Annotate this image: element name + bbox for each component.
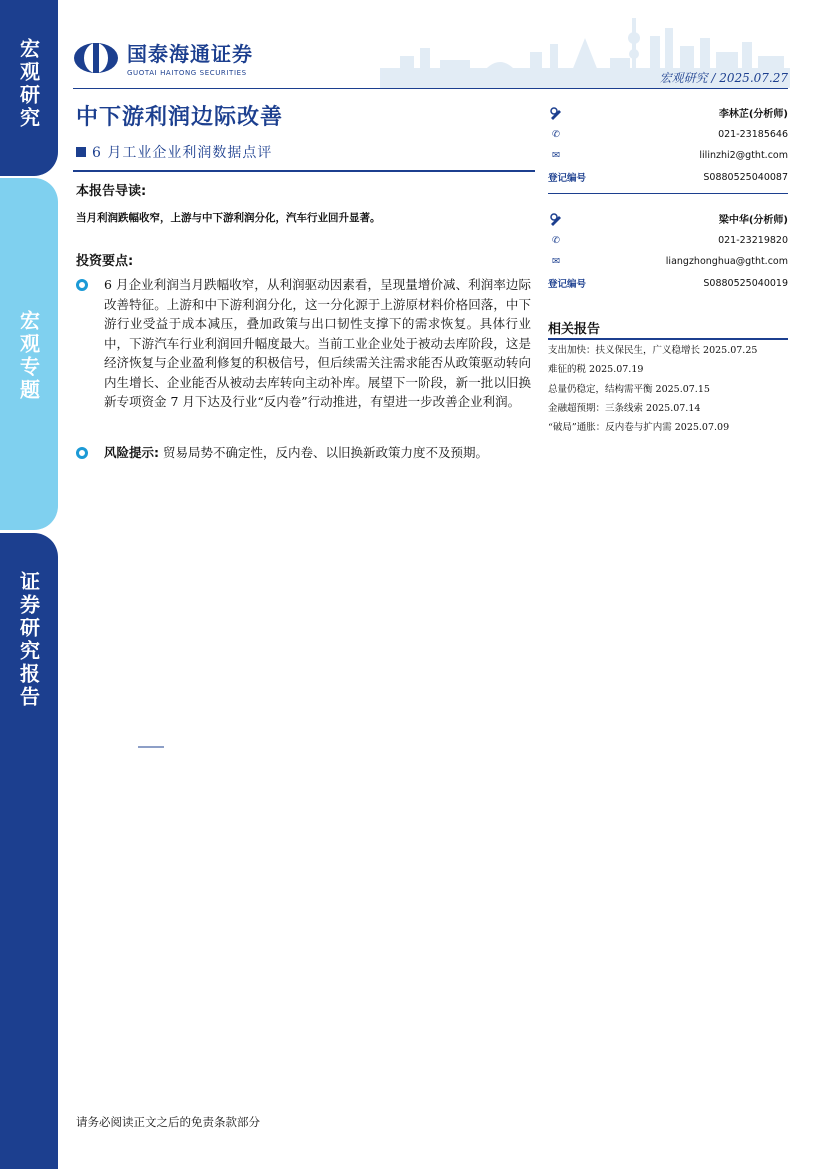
- related-report-link[interactable]: 支出加快：扶义保民生，广义稳增长 2025.07.25: [548, 345, 758, 356]
- analyst-email[interactable]: liangzhonghua@gtht.com: [665, 256, 788, 268]
- analyst-card: [548, 208, 788, 294]
- header-divider: [73, 88, 788, 89]
- header-category: 宏观研究: [659, 71, 708, 85]
- phone-icon: ✆: [552, 128, 560, 140]
- analyst-email[interactable]: lilinzhi2@gtht.com: [699, 150, 788, 162]
- sidebar-tab-label: 宏观研究: [16, 38, 41, 130]
- points-heading: 投资要点:: [76, 254, 134, 269]
- analyst-card: [548, 102, 788, 188]
- mail-icon: ✉: [552, 256, 560, 268]
- bullet-circle-icon: [76, 279, 88, 291]
- decorative-mark: [138, 746, 164, 748]
- related-report-link[interactable]: 难征的税 2025.07.19: [548, 364, 644, 376]
- risk-label: 风险提示:: [104, 445, 159, 460]
- related-reports-list: [548, 341, 788, 437]
- brand-name-en: GUOTAI HAITONG SECURITIES: [127, 69, 247, 77]
- analyst-phone: 021-23185646: [718, 128, 788, 140]
- risk-text-block: [104, 443, 488, 463]
- related-report-link[interactable]: “破局”通胀：反内卷与扩内需 2025.07.09: [548, 422, 730, 434]
- related-report-link[interactable]: 金融超预期：三条线索 2025.07.14: [548, 402, 701, 414]
- analyst-reg-no: S0880525040087: [703, 171, 788, 183]
- report-subtitle-row: [76, 142, 272, 162]
- header-separator: /: [711, 71, 716, 85]
- mail-icon: ✉: [552, 150, 560, 162]
- investment-point-text: 6 月企业利润当月跌幅收窄，从利润驱动因素看，呈现量增价减、利润率边际改善特征。上游和中下游利润分化，这一分化源于上游原材料价格回落，中下游行业受益于成本减压，叠加政策与出口韧性支撑下的需求恢复。具体行业中，下游汽车行业利润回升幅度最大。当前工业企业处于被动去库阶段，这是经济恢复与企业盈利修复的积极信号，但后续需关注需求能否从政策驱动转向内生增长、企业能否从被动去库转向主动补库。展望下一阶段，新一批以旧换新专项资金 7 月下达及行业“反内卷”行动推进，有望进一步改善企业利润。: [104, 277, 531, 409]
- analyst-reg-label: 登记编号: [548, 279, 587, 291]
- analyst-phone: 021-23219820: [718, 234, 788, 246]
- sidebar-tab-label: 宏观专题: [16, 310, 41, 402]
- report-subtitle: 6 月工业企业利润数据点评: [92, 145, 273, 161]
- risk-text: 贸易局势不确定性，反内卷、以旧换新政策力度不及预期。: [162, 445, 488, 460]
- brand-name-cn: 国泰海通证券: [127, 42, 253, 66]
- analyst-name: 李林芷(分析师): [718, 109, 788, 121]
- investment-point: [76, 275, 531, 412]
- pen-icon: [548, 106, 564, 120]
- brand-logo: [73, 38, 253, 77]
- related-divider: [548, 338, 788, 340]
- footer-disclaimer: 请务必阅读正文之后的免责条款部分: [76, 1115, 260, 1129]
- analyst-name: 梁中华(分析师): [718, 215, 788, 227]
- header-meta: [660, 69, 788, 86]
- pen-icon: [548, 212, 564, 226]
- analyst-reg-label: 登记编号: [548, 173, 587, 185]
- sidebar-tab-macro-research: [0, 0, 58, 176]
- analyst-divider: [548, 193, 788, 194]
- sidebar-tab-label: 证券研究报告: [16, 571, 41, 709]
- analyst-reg-no: S0880525040019: [703, 277, 788, 289]
- report-title: 中下游利润边际改善: [76, 105, 284, 130]
- risk-point: [76, 443, 531, 463]
- sidebar-tab-securities-report: [0, 533, 58, 1169]
- guide-heading: 本报告导读:: [76, 184, 147, 199]
- brand-logo-mark: [73, 42, 119, 74]
- header-date: 2025.07.27: [719, 71, 788, 85]
- square-bullet-icon: [76, 147, 86, 157]
- sidebar-tab-macro-topic: [0, 178, 58, 530]
- related-report-link[interactable]: 总量仍稳定，结构需平衡 2025.07.15: [548, 383, 710, 395]
- bullet-circle-icon: [76, 447, 88, 459]
- related-reports-heading: 相关报告: [548, 322, 601, 337]
- title-divider: [73, 170, 535, 172]
- guide-summary: 当月利润跌幅收窄，上游与中下游利润分化，汽车行业回升显著。: [76, 212, 381, 224]
- phone-icon: ✆: [552, 234, 560, 246]
